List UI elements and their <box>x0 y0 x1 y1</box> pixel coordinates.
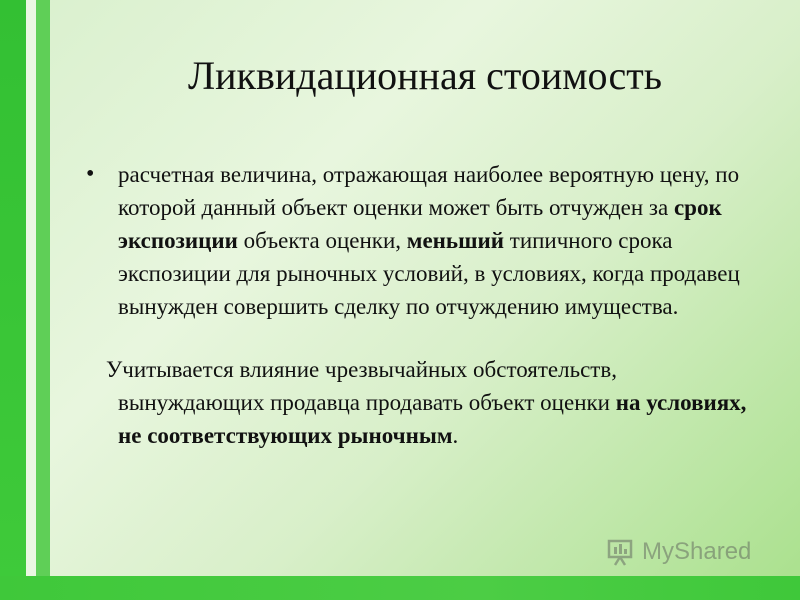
slide-title: Ликвидационная стоимость <box>187 53 663 98</box>
watermark-logo <box>606 535 766 569</box>
emphasis-lesser: меньший <box>406 228 505 253</box>
note-paragraph: Учитывается влияние чрезвычайных обстоятельств, вынуждающих продавца продавать объект оценки на условиях, не соответствующих рыночным. <box>106 357 747 448</box>
emphasis-exposure-term: срок экспозиции <box>118 195 722 253</box>
bottom-band <box>0 576 800 600</box>
watermark-text: MyShared <box>642 538 752 565</box>
left-stripe-mid <box>36 0 50 600</box>
emphasis-non-market-conditions: на условиях, не соответствующих рыночным <box>118 390 747 448</box>
bullet-marker: • <box>86 161 95 187</box>
left-stripe-gap <box>26 0 36 600</box>
bullet-item <box>86 158 756 323</box>
presentation-board-icon <box>606 537 636 567</box>
slide-content <box>86 158 756 475</box>
left-stripe-dark <box>0 0 26 600</box>
definition-paragraph: расчетная величина, отражающая наиболее вероятную цену, по которой данный объект оценки может быть отчужден за срок экспозиции объекта оценки, меньший типичного срока экспозиции для рыночных условий, в условиях, когда продавец вынужден совершить сделку по отчуждению имущества. <box>118 162 740 319</box>
